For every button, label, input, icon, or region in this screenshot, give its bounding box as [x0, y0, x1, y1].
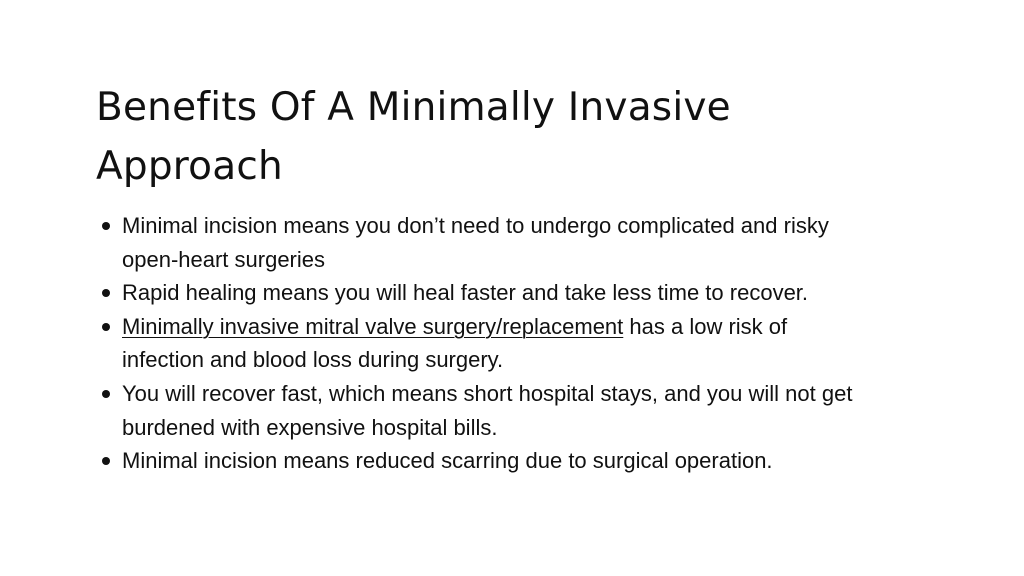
list-item	[122, 310, 872, 377]
page-title	[96, 78, 876, 196]
list-item	[122, 209, 872, 276]
mitral-valve-surgery-link[interactable]: Minimally invasive mitral valve surgery/replacement	[122, 313, 624, 339]
bullet-icon	[102, 289, 110, 297]
bullet-icon	[102, 457, 110, 465]
list-item	[122, 276, 872, 310]
bullet-text: Minimal incision means reduced scarring due to surgical operation.	[122, 448, 773, 474]
title-line-1: Benefits Of A Minimally Invasive	[96, 85, 731, 130]
title-line-2: Approach	[96, 144, 283, 189]
bullet-text: Minimal incision means you don’t need to undergo complicated and risky open-heart surgeries	[122, 213, 829, 272]
bullet-text: You will recover fast, which means short hospital stays, and you will not get burdened with expensive hospital bills.	[122, 380, 853, 440]
bullet-icon	[102, 323, 110, 331]
list-item	[122, 444, 872, 478]
list-item	[122, 377, 872, 444]
benefits-list	[122, 209, 872, 478]
bullet-text: Rapid healing means you will heal faster and take less time to recover.	[122, 280, 809, 306]
bullet-text: has a low risk of infection and blood loss during surgery.	[122, 313, 788, 373]
bullet-icon	[102, 222, 110, 230]
bullet-icon	[102, 390, 110, 398]
